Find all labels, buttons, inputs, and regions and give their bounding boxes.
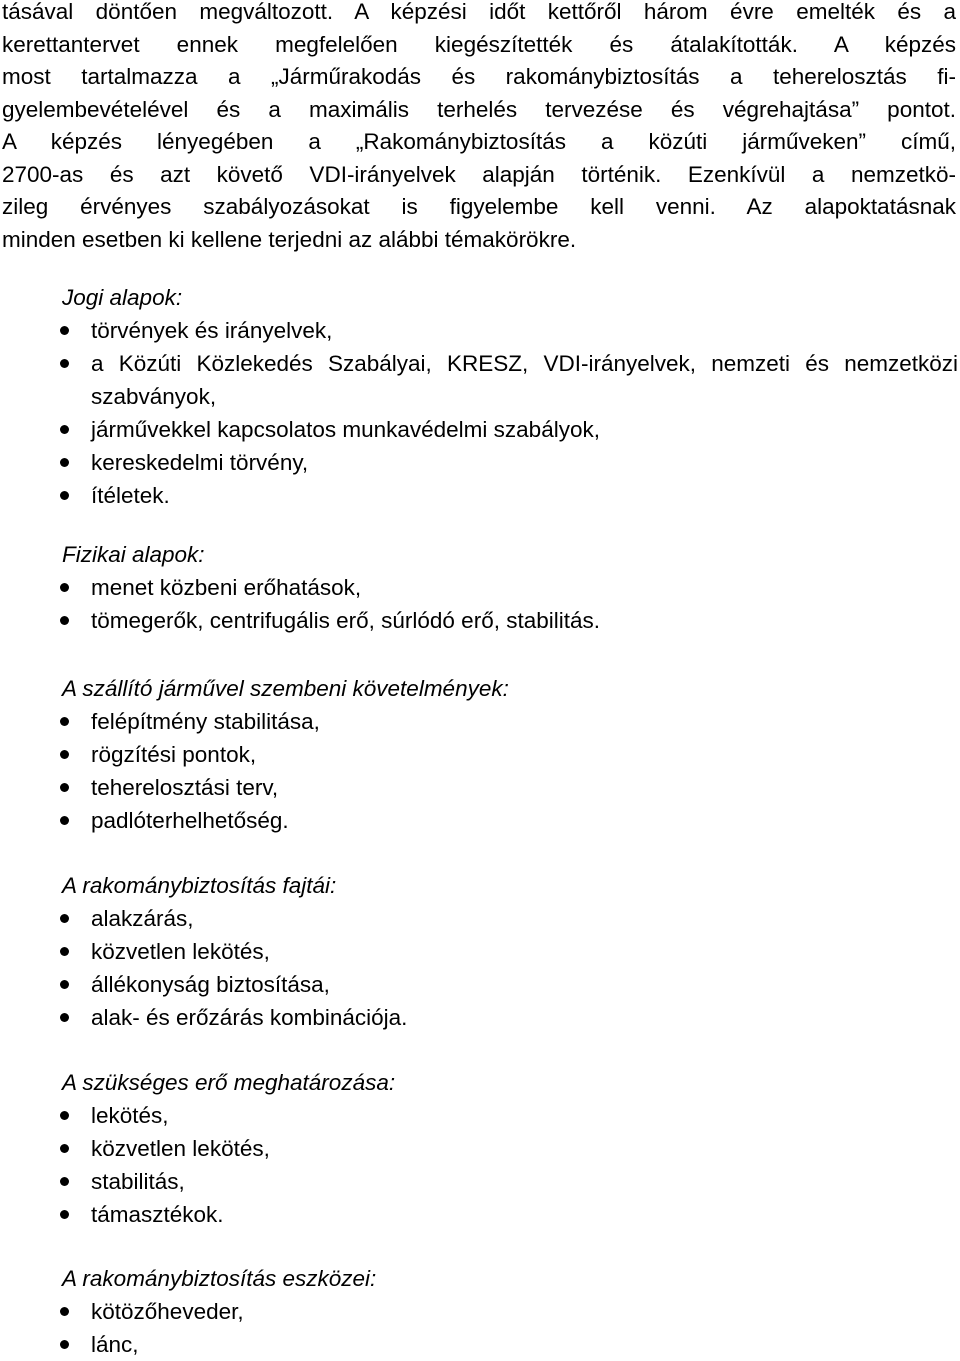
section-heading bbox=[62, 1262, 958, 1295]
list-item bbox=[62, 902, 958, 935]
section-vehicle-requirements bbox=[62, 672, 958, 837]
bullet-list bbox=[62, 1295, 958, 1361]
bullet-icon bbox=[60, 491, 69, 500]
bullet-icon bbox=[60, 914, 69, 923]
list-item bbox=[62, 1328, 958, 1361]
list-item bbox=[62, 804, 958, 837]
bullet-icon bbox=[60, 1144, 69, 1153]
bullet-list bbox=[62, 571, 958, 637]
list-item-text: rögzítési pontok, bbox=[91, 742, 257, 767]
list-item-text: alakzárás, bbox=[91, 906, 194, 931]
intro-line: zileg érvényes szabályozásokat is figyelembe kell venni. Az alapoktatásnak bbox=[2, 194, 956, 219]
bullet-icon bbox=[60, 583, 69, 592]
list-item bbox=[62, 479, 958, 512]
intro-paragraph bbox=[2, 0, 956, 256]
bullet-list bbox=[62, 314, 958, 512]
intro-line: 2700-as és azt követő VDI-irányelvek alapján történik. Ezenkívül a nemzetkö- bbox=[2, 161, 956, 187]
section-securing-tools bbox=[62, 1262, 958, 1361]
section-heading bbox=[62, 869, 958, 902]
list-item bbox=[62, 347, 958, 413]
list-item bbox=[62, 571, 958, 604]
list-item-text: lánc, bbox=[91, 1332, 139, 1357]
bullet-icon bbox=[60, 1177, 69, 1186]
section-securing-types bbox=[62, 869, 958, 1034]
list-item bbox=[62, 1001, 958, 1034]
intro-line: kerettantervet ennek megfelelően kiegészítették és átalakították. A képzés bbox=[2, 31, 956, 57]
intro-line: minden esetben ki kellene terjedni az alábbi témakörökre. bbox=[2, 226, 577, 252]
bullet-icon bbox=[60, 359, 69, 368]
list-item-text: ítéletek. bbox=[91, 483, 170, 508]
bullet-icon bbox=[60, 326, 69, 335]
bullet-list bbox=[62, 1099, 958, 1231]
list-item bbox=[62, 1198, 958, 1231]
list-item bbox=[62, 1295, 958, 1328]
list-item bbox=[62, 413, 958, 446]
bullet-list bbox=[62, 902, 958, 1034]
bullet-icon bbox=[60, 750, 69, 759]
section-heading-text: A szállító járművel szembeni követelmények: bbox=[62, 676, 509, 701]
list-item-text: támasztékok. bbox=[91, 1202, 224, 1227]
list-item bbox=[62, 1132, 958, 1165]
list-item bbox=[62, 1165, 958, 1198]
bullet-icon bbox=[60, 425, 69, 434]
list-item-text: közvetlen lekötés, bbox=[91, 939, 270, 964]
list-item-text: teherelosztási terv, bbox=[91, 775, 279, 800]
bullet-list bbox=[62, 705, 958, 837]
section-heading bbox=[62, 1066, 958, 1099]
section-heading-text: A rakománybiztosítás fajtái: bbox=[62, 873, 337, 898]
list-item bbox=[62, 968, 958, 1001]
bullet-icon bbox=[60, 783, 69, 792]
section-heading-text: Jogi alapok: bbox=[62, 285, 183, 310]
section-heading-text: A rakománybiztosítás eszközei: bbox=[62, 1266, 377, 1291]
list-item-text: felépítmény stabilitása, bbox=[91, 709, 320, 734]
list-item-text: a Közúti Közlekedés Szabályai, KRESZ, VDI-irányelvek, nemzeti és nemzetközi szabványok, bbox=[91, 351, 958, 409]
bullet-icon bbox=[60, 1111, 69, 1120]
bullet-icon bbox=[60, 1307, 69, 1316]
list-item-text: közvetlen lekötés, bbox=[91, 1136, 270, 1161]
list-item-text: törvények és irányelvek, bbox=[91, 318, 333, 343]
list-item bbox=[62, 604, 958, 637]
section-physics-basics bbox=[62, 538, 958, 637]
list-item-text: stabilitás, bbox=[91, 1169, 185, 1194]
bullet-icon bbox=[60, 616, 69, 625]
list-item bbox=[62, 446, 958, 479]
intro-line: gyelembevételével és a maximális terhelés tervezése és végrehajtása” pontot. bbox=[2, 96, 956, 122]
intro-line: tásával döntően megváltozott. A képzési időt kettőről három évre emelték és a bbox=[2, 0, 956, 24]
list-item-text: lekötés, bbox=[91, 1103, 169, 1128]
section-force-determination bbox=[62, 1066, 958, 1231]
bullet-icon bbox=[60, 980, 69, 989]
list-item-text: padlóterhelhetőség. bbox=[91, 808, 289, 833]
list-item-text: kereskedelmi törvény, bbox=[91, 450, 309, 475]
list-item-text: járművekkel kapcsolatos munkavédelmi szabályok, bbox=[91, 417, 600, 442]
list-item-text: állékonyság biztosítása, bbox=[91, 972, 330, 997]
bullet-icon bbox=[60, 1013, 69, 1022]
list-item bbox=[62, 771, 958, 804]
list-item-text: alak- és erőzárás kombinációja. bbox=[91, 1005, 408, 1030]
bullet-icon bbox=[60, 947, 69, 956]
bullet-icon bbox=[60, 717, 69, 726]
bullet-icon bbox=[60, 458, 69, 467]
list-item bbox=[62, 935, 958, 968]
list-item bbox=[62, 314, 958, 347]
section-legal-basics bbox=[62, 281, 958, 512]
section-heading bbox=[62, 281, 958, 314]
list-item-text: kötözőheveder, bbox=[91, 1299, 244, 1324]
intro-line: A képzés lényegében a „Rakománybiztosítás a közúti járműveken” című, bbox=[2, 129, 956, 154]
section-heading bbox=[62, 538, 958, 571]
list-item-text: tömegerők, centrifugális erő, súrlódó erő, stabilitás. bbox=[91, 608, 600, 633]
section-heading-text: A szükséges erő meghatározása: bbox=[62, 1070, 396, 1095]
list-item bbox=[62, 738, 958, 771]
bullet-icon bbox=[60, 1210, 69, 1219]
list-item bbox=[62, 1099, 958, 1132]
intro-line: most tartalmazza a „Járműrakodás és rakománybiztosítás a teherelosztás fi- bbox=[2, 64, 956, 89]
list-item bbox=[62, 705, 958, 738]
list-item-text: menet közbeni erőhatások, bbox=[91, 575, 362, 600]
bullet-icon bbox=[60, 1340, 69, 1349]
section-heading bbox=[62, 672, 958, 705]
section-heading-text: Fizikai alapok: bbox=[62, 542, 205, 567]
bullet-icon bbox=[60, 816, 69, 825]
